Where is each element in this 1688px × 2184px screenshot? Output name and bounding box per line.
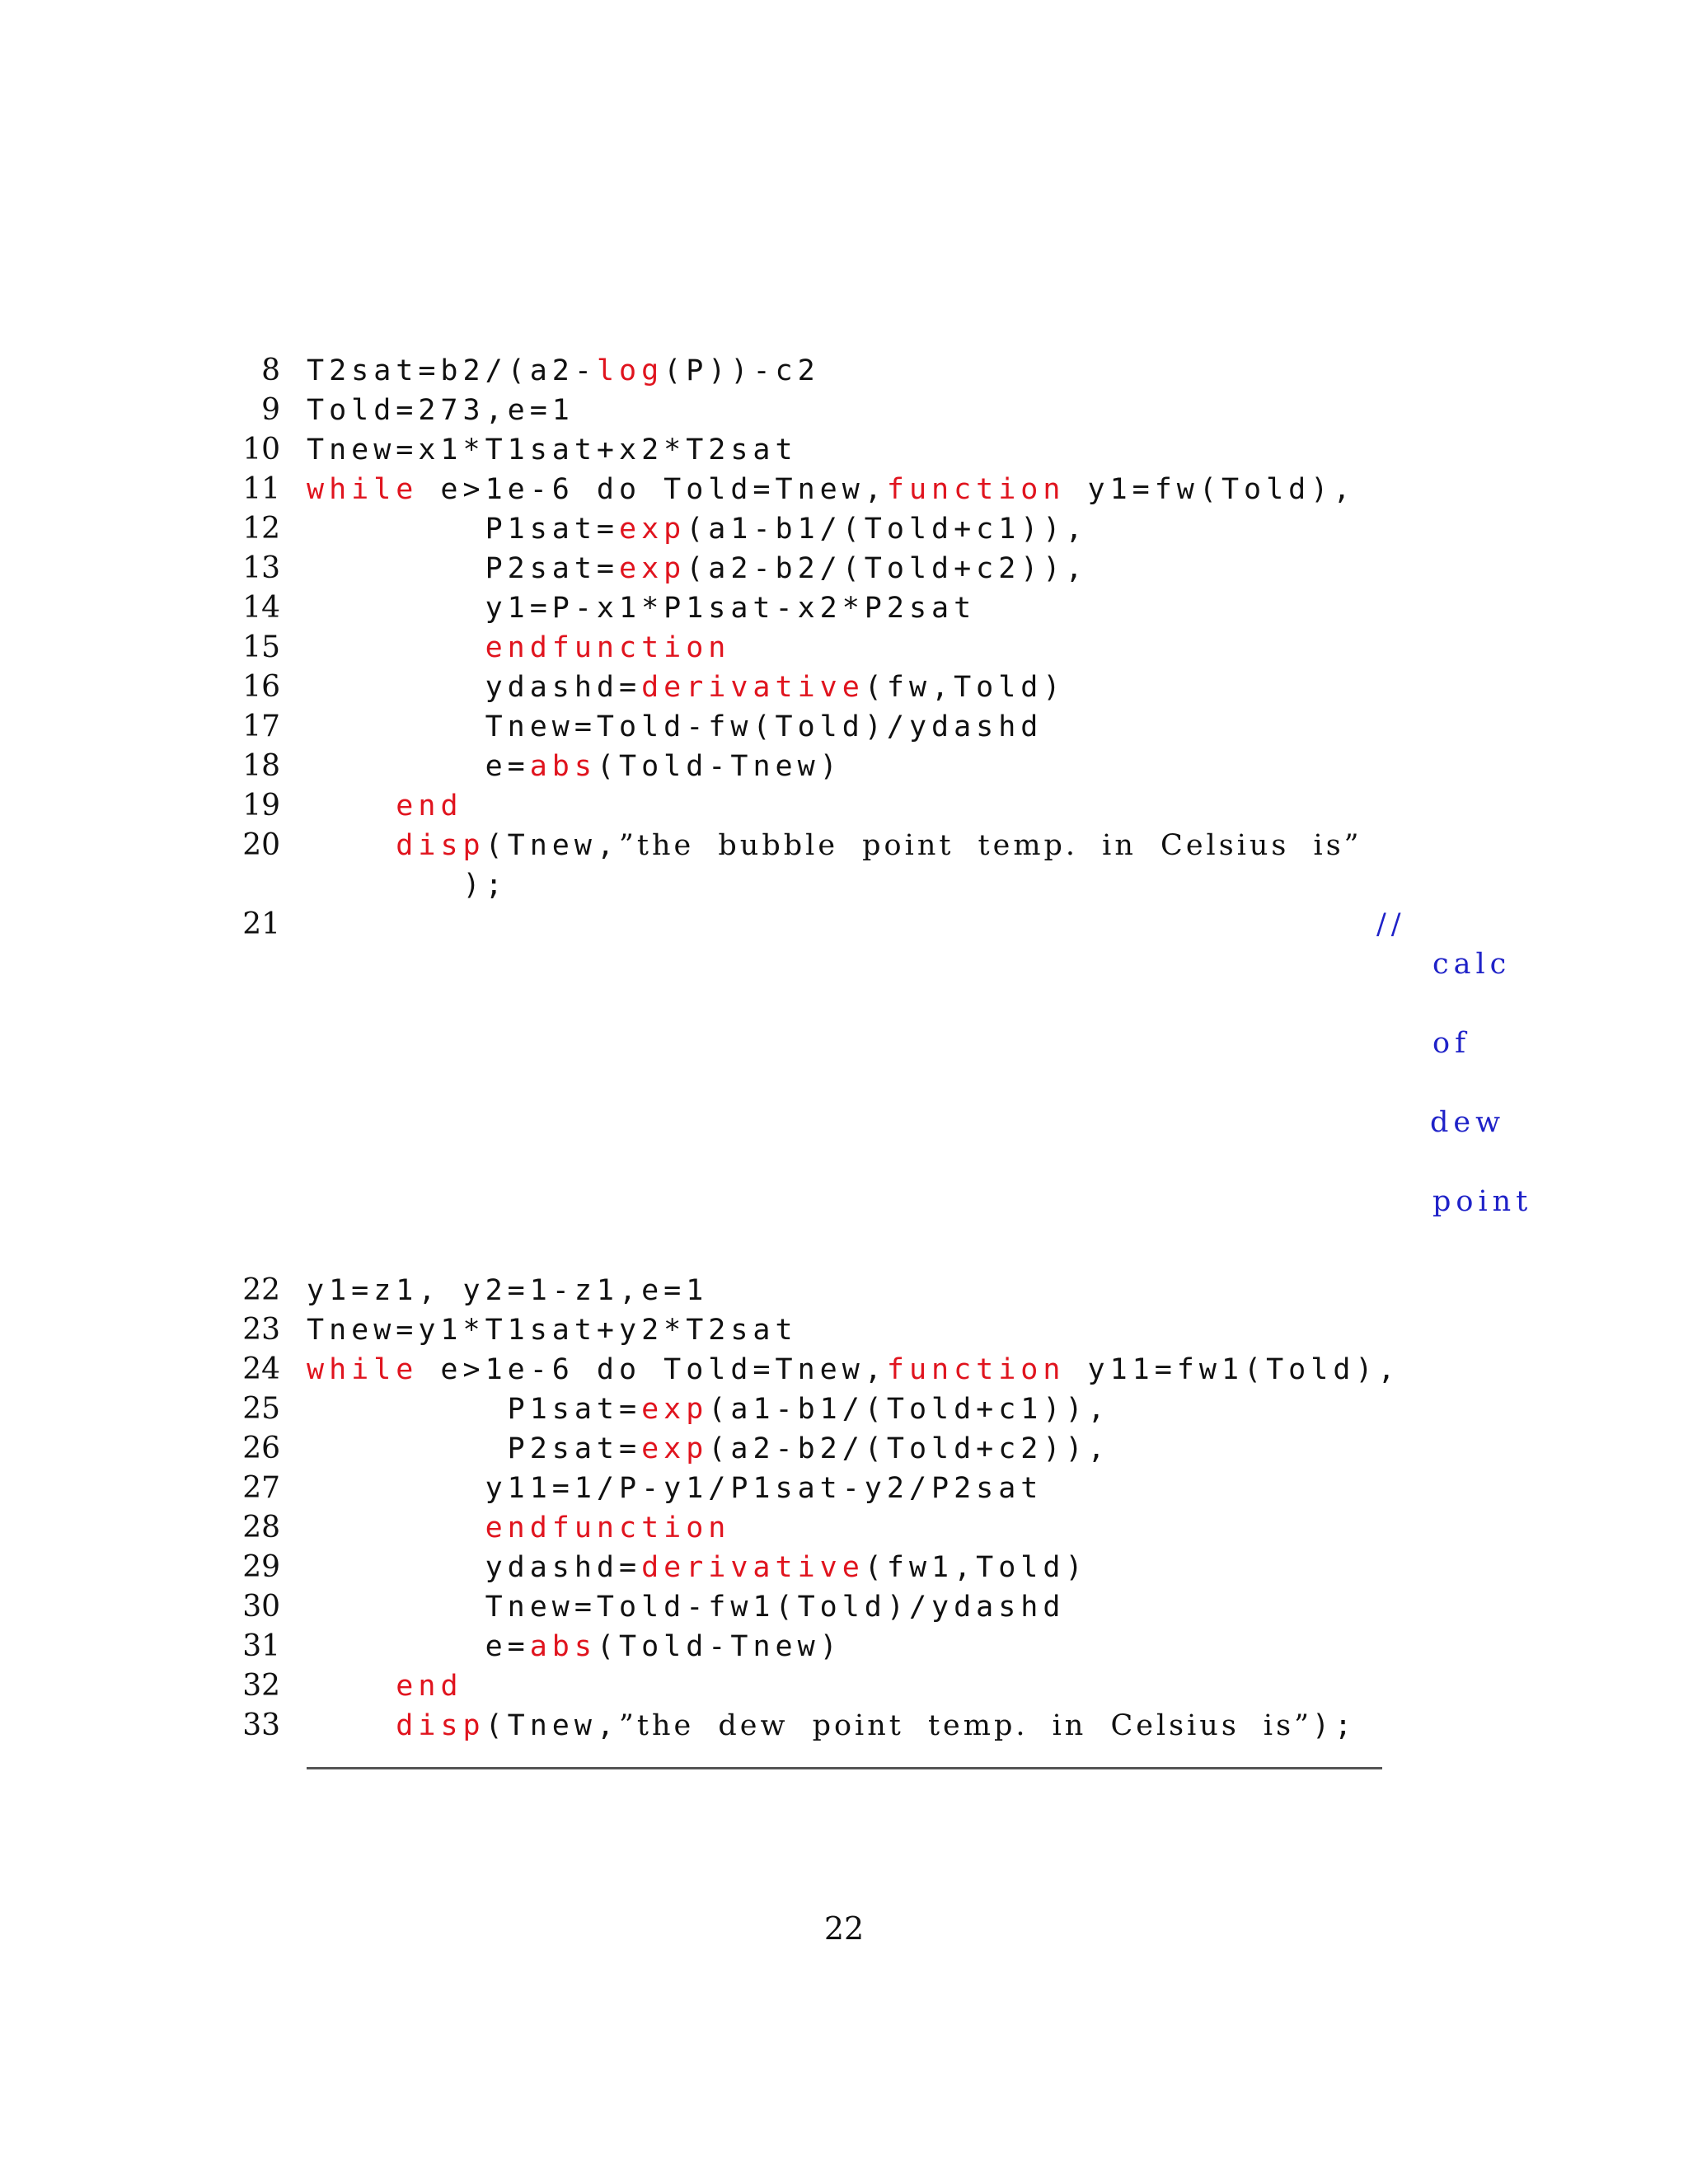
- code-token: y11=1/P-y1/P1sat-y2/P2sat: [307, 1472, 1043, 1505]
- code-keyword: endfunction: [485, 1511, 731, 1544]
- code-token: [307, 1670, 396, 1703]
- code-text: [307, 628, 730, 668]
- code-text: [307, 470, 1355, 509]
- code-string: ”the bubble point temp. in Celsius is”: [619, 829, 1362, 862]
- comment-slashes: //: [1376, 908, 1406, 941]
- code-text: [307, 1429, 1110, 1469]
- code-line: [0, 509, 1688, 549]
- line-number: 22: [242, 1273, 280, 1307]
- code-line: [0, 786, 1688, 826]
- line-number: 29: [242, 1550, 280, 1584]
- line-number: 12: [242, 512, 280, 546]
- code-text: [307, 1310, 798, 1350]
- code-text: [307, 668, 1065, 707]
- line-number: 9: [261, 393, 280, 427]
- code-text: [307, 1271, 708, 1310]
- code-line: [0, 1271, 1688, 1310]
- line-number: 19: [242, 789, 280, 823]
- code-string: ”the dew point temp. in Celsius is”: [619, 1709, 1312, 1742]
- comment-word: point: [1432, 1185, 1533, 1218]
- code-token: [307, 790, 396, 823]
- line-number: 17: [242, 710, 280, 743]
- code-token: y1=P-x1*P1sat-x2*P2sat: [307, 592, 977, 625]
- code-line: [0, 1706, 1688, 1746]
- comment-word: of: [1432, 1027, 1471, 1060]
- code-line: [0, 351, 1688, 391]
- code-text: [307, 1627, 842, 1666]
- code-token: T2sat=b2/(a2-: [307, 354, 597, 387]
- code-text: [307, 1508, 730, 1548]
- code-token: (a2-b2/(Told+c2)),: [686, 552, 1088, 585]
- line-number: 11: [242, 472, 280, 506]
- code-token: [307, 1709, 396, 1742]
- code-keyword: abs: [529, 750, 597, 783]
- code-token: P2sat=: [307, 1432, 642, 1465]
- comment-word: dew: [1430, 1106, 1506, 1139]
- code-text: [307, 1390, 1110, 1429]
- code-token: (a1-b1/(Told+c1)),: [708, 1393, 1110, 1426]
- code-token: Tnew=Told-fw1(Told)/ydashd: [307, 1591, 1066, 1624]
- code-line: [0, 430, 1688, 470]
- line-number: 27: [242, 1471, 280, 1505]
- line-number: 16: [242, 670, 280, 704]
- code-line: [0, 1587, 1688, 1627]
- code-token: (P))-c2: [663, 354, 820, 387]
- code-keyword: exp: [641, 1432, 709, 1465]
- line-number: 10: [242, 433, 280, 466]
- code-line: [0, 826, 1688, 865]
- code-text: [307, 1587, 1065, 1627]
- line-number: 13: [242, 551, 280, 585]
- code-text: [307, 1706, 1357, 1746]
- line-number: 28: [242, 1511, 280, 1544]
- code-token: (fw1,Told): [864, 1551, 1088, 1584]
- code-token: Tnew=x1*T1sat+x2*T2sat: [307, 434, 798, 466]
- code-text: [307, 430, 798, 470]
- line-number: 23: [242, 1313, 280, 1347]
- code-keyword: log: [596, 354, 664, 387]
- code-keyword: derivative: [641, 1551, 865, 1584]
- code-token: ydashd=: [307, 1551, 642, 1584]
- code-line: [0, 470, 1688, 509]
- code-line: [0, 747, 1688, 786]
- code-keyword: end: [396, 1670, 463, 1703]
- code-line: [0, 588, 1688, 628]
- code-keyword: disp: [396, 829, 485, 862]
- code-token: (Tnew,: [485, 829, 620, 862]
- code-token: (Tnew,: [485, 1709, 620, 1742]
- code-line: [0, 905, 1688, 944]
- code-token: (Told-Tnew): [596, 750, 842, 783]
- code-token: (fw,Told): [864, 671, 1066, 704]
- line-number: 14: [242, 591, 280, 625]
- code-text: [307, 509, 1088, 549]
- code-keyword: end: [396, 790, 463, 823]
- code-text: [307, 588, 976, 628]
- code-token: y11=fw1(Told),: [1065, 1353, 1400, 1386]
- code-keyword: while: [307, 1353, 419, 1386]
- code-token: Told=273,e=1: [307, 394, 574, 427]
- code-text: [307, 391, 574, 430]
- code-token: (Told-Tnew): [596, 1630, 842, 1663]
- code-keyword: derivative: [641, 671, 865, 704]
- line-number: 32: [242, 1669, 280, 1703]
- code-text: [307, 865, 508, 905]
- code-text: [307, 786, 463, 826]
- listing-bottom-rule: [307, 1767, 1382, 1769]
- code-token: ydashd=: [307, 671, 642, 704]
- line-number: 26: [242, 1432, 280, 1465]
- line-number: 20: [242, 828, 280, 862]
- code-token: );: [307, 869, 508, 902]
- code-text: [307, 1548, 1088, 1587]
- line-number: 31: [242, 1629, 280, 1663]
- code-keyword: while: [307, 473, 419, 506]
- code-line: [0, 628, 1688, 668]
- code-token: e>1e-6 do Told=Tnew,: [418, 473, 887, 506]
- line-number: 33: [242, 1708, 280, 1742]
- code-text: [307, 826, 1362, 865]
- code-token: e=: [307, 750, 530, 783]
- code-token: (a2-b2/(Told+c2)),: [708, 1432, 1110, 1465]
- code-token: e>1e-6 do Told=Tnew,: [418, 1353, 887, 1386]
- line-number: 15: [242, 630, 280, 664]
- code-line: [0, 707, 1688, 747]
- page-number: 22: [823, 1910, 865, 1947]
- code-line: [0, 1666, 1688, 1706]
- code-keyword: endfunction: [485, 631, 731, 664]
- code-token: e=: [307, 1630, 530, 1663]
- line-number: 30: [242, 1590, 280, 1624]
- code-text: [307, 747, 842, 786]
- code-token: Tnew=y1*T1sat+y2*T2sat: [307, 1314, 798, 1347]
- code-token: y1=z1, y2=1-z1,e=1: [307, 1274, 709, 1307]
- code-token: (a1-b1/(Told+c1)),: [686, 513, 1088, 546]
- code-token: y1=fw(Told),: [1065, 473, 1356, 506]
- code-keyword: exp: [619, 513, 687, 546]
- code-token: );: [1311, 1709, 1357, 1742]
- code-text: [307, 549, 1088, 588]
- code-token: P2sat=: [307, 552, 620, 585]
- code-line: [0, 1429, 1688, 1469]
- line-number: 21: [242, 907, 280, 941]
- code-line: [0, 668, 1688, 707]
- code-text: [307, 707, 1043, 747]
- code-token: [307, 829, 396, 862]
- code-line: [0, 1469, 1688, 1508]
- line-number: 24: [242, 1352, 280, 1386]
- code-line: [0, 1350, 1688, 1390]
- code-token: Tnew=Told-fw(Told)/ydashd: [307, 710, 1043, 743]
- line-number: 8: [261, 354, 280, 387]
- comment-word: calc: [1432, 948, 1512, 981]
- code-text: [307, 351, 820, 391]
- code-text: [307, 1350, 1400, 1390]
- line-number: 25: [242, 1392, 280, 1426]
- code-text: [307, 1469, 1043, 1508]
- code-line: [0, 1508, 1688, 1548]
- code-keyword: exp: [641, 1393, 709, 1426]
- code-line: [0, 1310, 1688, 1350]
- code-line: [0, 1627, 1688, 1666]
- code-keyword: disp: [396, 1709, 485, 1742]
- code-token: [307, 631, 485, 664]
- code-line: [0, 1390, 1688, 1429]
- code-token: [307, 1511, 485, 1544]
- code-token: P1sat=: [307, 513, 620, 546]
- code-keyword: function: [886, 1353, 1066, 1386]
- code-line: [0, 549, 1688, 588]
- code-keyword: exp: [619, 552, 687, 585]
- line-number: 18: [242, 749, 280, 783]
- code-keyword: abs: [529, 1630, 597, 1663]
- code-text: [307, 1666, 463, 1706]
- code-token: P1sat=: [307, 1393, 642, 1426]
- code-line: [0, 865, 1688, 905]
- code-line: [0, 1548, 1688, 1587]
- code-line: [0, 391, 1688, 430]
- code-keyword: function: [886, 473, 1066, 506]
